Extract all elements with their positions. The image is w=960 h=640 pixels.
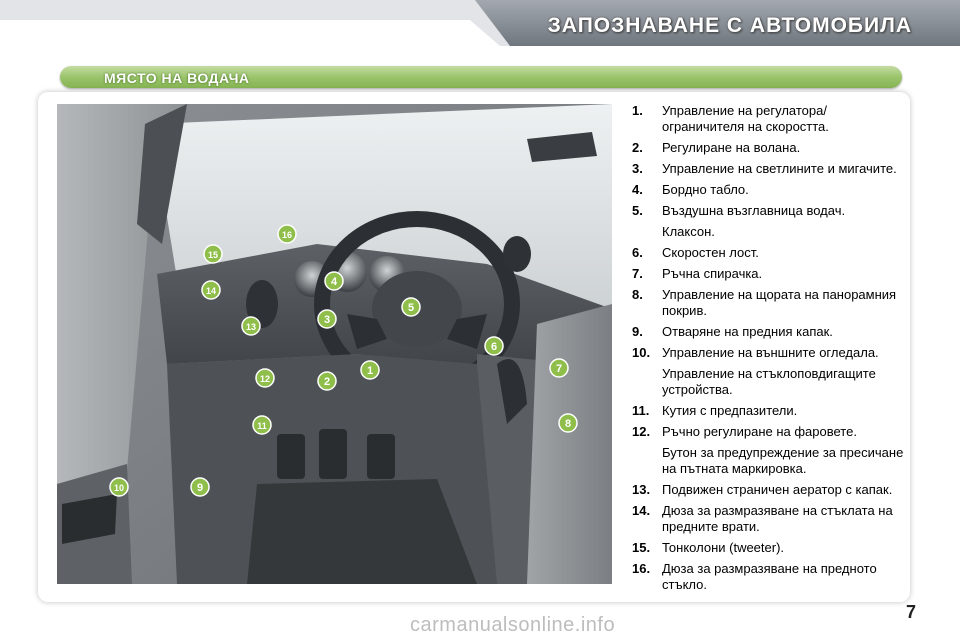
list-item xyxy=(632,287,907,319)
item-text: Управление на регулатора/ ограничителя на скоростта. xyxy=(662,103,829,134)
callout-label: 13 xyxy=(245,322,257,332)
item-text: Кутия с предпазители. xyxy=(662,403,798,418)
item-text: Тонколони (tweeter). xyxy=(662,540,785,555)
item-number: 11. xyxy=(632,403,650,418)
callout-label: 12 xyxy=(259,374,271,384)
item-number: 15. xyxy=(632,540,651,555)
legend-list xyxy=(632,103,907,598)
callout-12 xyxy=(256,369,274,387)
item-text: Подвижен страничен аератор с капак. xyxy=(662,482,893,497)
callout-11 xyxy=(253,416,271,434)
callout-label: 5 xyxy=(407,302,415,314)
item-number: 12. xyxy=(632,424,651,439)
callout-9 xyxy=(191,478,209,496)
item-number: 2. xyxy=(632,140,643,155)
item-subtext: Клаксон. xyxy=(662,224,715,239)
callout-label: 16 xyxy=(281,230,293,240)
callout-13 xyxy=(242,317,260,335)
list-item xyxy=(632,482,907,498)
callout-label: 7 xyxy=(555,363,563,375)
item-text: Регулиране на волана. xyxy=(662,140,801,155)
callout-7 xyxy=(550,359,568,377)
item-number: 16. xyxy=(632,561,651,576)
item-number: 6. xyxy=(632,245,643,260)
callout-5 xyxy=(402,298,420,316)
item-number: 1. xyxy=(632,103,643,118)
item-number: 8. xyxy=(632,287,643,302)
list-item xyxy=(632,103,907,135)
list-item xyxy=(632,203,907,219)
page-number: 7 xyxy=(906,602,917,622)
callout-3 xyxy=(318,310,336,328)
callout-label: 14 xyxy=(205,286,217,296)
list-item xyxy=(632,345,907,361)
list-item xyxy=(632,182,907,198)
callout-label: 15 xyxy=(207,250,219,260)
callout-16 xyxy=(278,225,296,243)
item-text: Управление на външните огледала. xyxy=(662,345,879,360)
callout-label: 10 xyxy=(113,483,125,493)
item-text: Управление на светлините и мигачите. xyxy=(662,161,897,176)
item-number: 5. xyxy=(632,203,643,218)
list-item xyxy=(632,403,907,419)
callout-label: 3 xyxy=(323,314,331,326)
list-item xyxy=(632,161,907,177)
item-text: Дюза за размразяване на стъклата на предните врати. xyxy=(662,503,893,534)
callout-label: 9 xyxy=(196,482,204,494)
watermark: carmanualsonline.info xyxy=(410,614,616,636)
item-text: Скоростен лост. xyxy=(662,245,759,260)
section-title: МЯСТО НА ВОДАЧА xyxy=(104,70,250,86)
callout-10 xyxy=(110,478,128,496)
list-item xyxy=(632,324,907,340)
item-text: Въздушна възглавница водач. xyxy=(662,203,846,218)
callout-label: 8 xyxy=(564,418,572,430)
item-number: 3. xyxy=(632,161,643,176)
item-text: Управление на щората на панорамния покрив. xyxy=(662,287,897,318)
item-number: 9. xyxy=(632,324,643,339)
callout-label: 6 xyxy=(490,341,498,353)
list-item xyxy=(632,561,907,593)
callout-label: 1 xyxy=(366,365,374,377)
item-number: 14. xyxy=(632,503,651,518)
callout-6 xyxy=(485,337,503,355)
item-text: Ръчна спирачка. xyxy=(662,266,763,281)
list-item xyxy=(632,245,907,261)
item-text: Ръчно регулиране на фаровете. xyxy=(662,424,857,439)
item-text: Бордно табло. xyxy=(662,182,749,197)
callout-label: 11 xyxy=(257,421,267,431)
callout-4 xyxy=(325,272,343,290)
list-item xyxy=(632,424,907,440)
item-subtext: Бутон за предупреждение за пресичане на пътната маркировка. xyxy=(662,445,904,476)
item-text: Отваряне на предния капак. xyxy=(662,324,833,339)
callout-label: 4 xyxy=(330,276,338,288)
item-number: 7. xyxy=(632,266,643,281)
callout-label: 2 xyxy=(323,376,331,388)
item-number: 13. xyxy=(632,482,651,497)
page-title: ЗАПОЗНАВАНЕ С АВТОМОБИЛА xyxy=(547,14,912,37)
item-text: Дюза за размразяване на предното стъкло. xyxy=(662,561,877,592)
item-number: 4. xyxy=(632,182,643,197)
item-number: 10. xyxy=(632,345,651,360)
callout-2 xyxy=(318,372,336,390)
callout-15 xyxy=(204,245,222,263)
list-item xyxy=(632,140,907,156)
callout-1 xyxy=(361,361,379,379)
driver-cockpit-illustration xyxy=(57,104,612,584)
list-item xyxy=(632,266,907,282)
list-item xyxy=(632,540,907,556)
item-subtext: Управление на стъклоповдигащите устройства. xyxy=(662,366,876,397)
callout-14 xyxy=(202,281,220,299)
callout-8 xyxy=(559,414,577,432)
list-item xyxy=(632,503,907,535)
